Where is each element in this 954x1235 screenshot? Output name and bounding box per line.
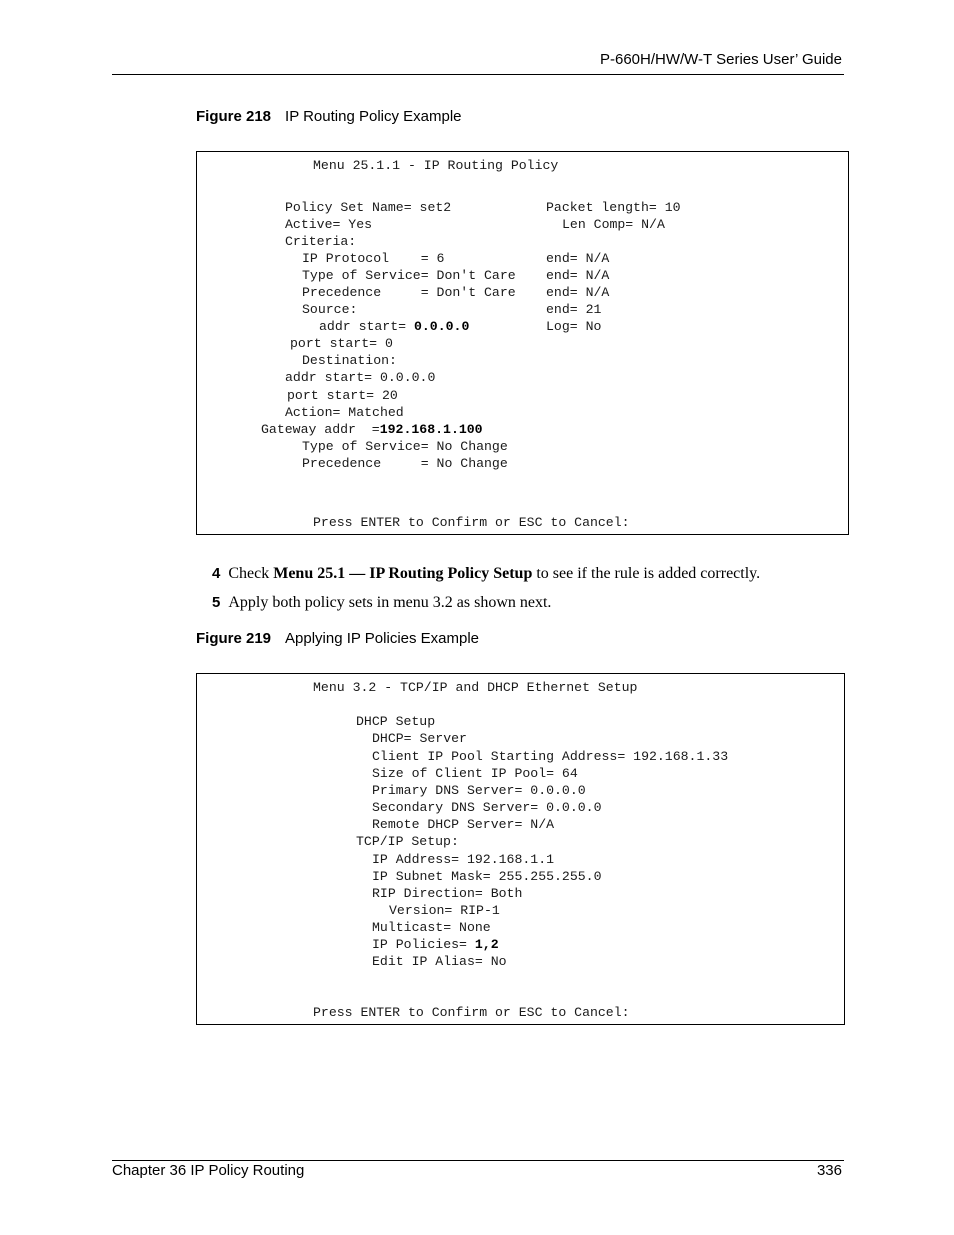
active: Active= Yes: [285, 217, 373, 232]
footer-page-number: 336: [816, 1162, 842, 1179]
figure-219-caption: [196, 630, 479, 647]
precedence: Precedence = Don't Care: [302, 285, 516, 300]
destination-addr-start: addr start= 0.0.0.0: [285, 370, 436, 385]
ip-address: IP Address= 192.168.1.1: [372, 852, 555, 867]
criteria: Criteria:: [285, 234, 357, 249]
menu-title: Menu 3.2 - TCP/IP and DHCP Ethernet Setup: [313, 680, 638, 695]
precedence-no-change: Precedence = No Change: [302, 456, 508, 471]
client-ip-pool-start: Client IP Pool Starting Address= 192.168.1.33: [372, 749, 729, 764]
source-end: end= 21: [546, 302, 602, 317]
footer-rule: [112, 1160, 844, 1161]
primary-dns: Primary DNS Server= 0.0.0.0: [372, 783, 586, 798]
client-ip-pool-size: Size of Client IP Pool= 64: [372, 766, 578, 781]
figure-218-title: IP Routing Policy Example: [285, 108, 462, 125]
confirm-prompt: Press ENTER to Confirm or ESC to Cancel:: [313, 1005, 630, 1020]
action: Action= Matched: [285, 405, 404, 420]
ip-subnet-mask: IP Subnet Mask= 255.255.255.0: [372, 869, 602, 884]
figure-218-label: Figure 218: [196, 108, 272, 125]
dhcp-setup: DHCP Setup: [356, 714, 436, 729]
log: Log= No: [546, 319, 602, 334]
ip-policies: IP Policies= 1,2: [372, 937, 499, 952]
step-4-menu-name: Menu 25.1 — IP Routing Policy Setup: [273, 565, 533, 582]
header-title: P-660H/HW/W-T Series User’ Guide: [599, 51, 842, 68]
precedence-end: end= N/A: [546, 285, 610, 300]
dhcp: DHCP= Server: [372, 731, 467, 746]
step-5-number: 5: [212, 594, 221, 611]
secondary-dns: Secondary DNS Server= 0.0.0.0: [372, 800, 602, 815]
type-of-service-end: end= N/A: [546, 268, 610, 283]
destination: Destination:: [302, 353, 397, 368]
rip-direction: RIP Direction= Both: [372, 886, 523, 901]
len-comp: Len Comp= N/A: [562, 217, 665, 232]
source-port-start: port start= 0: [290, 336, 393, 351]
source-addr-start: addr start= 0.0.0.0: [319, 319, 470, 334]
ip-policies-value: 1,2: [474, 937, 499, 952]
multicast: Multicast= None: [372, 920, 491, 935]
packet-length: Packet length= 10: [546, 200, 681, 215]
figure-219-title: Applying IP Policies Example: [285, 630, 480, 647]
figure-218-caption: [196, 108, 462, 125]
policy-set-name: Policy Set Name= set2: [285, 200, 452, 215]
destination-port-start: port start= 20: [287, 388, 398, 403]
rip-version: Version= RIP-1: [389, 903, 500, 918]
figure-219-label: Figure 219: [196, 630, 272, 647]
tcpip-dhcp-setup-screen: [196, 673, 845, 1025]
step-4-number: 4: [212, 565, 221, 582]
type-of-service: Type of Service= Don't Care: [302, 268, 516, 283]
tcpip-setup: TCP/IP Setup:: [356, 834, 459, 849]
gateway-addr: Gateway addr =192.168.1.100: [261, 422, 483, 437]
step-5: 5 Apply both policy sets in menu 3.2 as shown next.: [212, 594, 552, 611]
tos-no-change: Type of Service= No Change: [302, 439, 508, 454]
ip-protocol-end: end= N/A: [546, 251, 610, 266]
remote-dhcp: Remote DHCP Server= N/A: [372, 817, 555, 832]
menu-title: Menu 25.1.1 - IP Routing Policy: [313, 158, 559, 173]
step-4: 4 Check Menu 25.1 — IP Routing Policy Setup to see if the rule is added correctly.: [212, 565, 761, 582]
edit-ip-alias: Edit IP Alias= No: [372, 954, 507, 969]
source-addr-start-value: 0.0.0.0: [413, 319, 470, 334]
ip-routing-policy-screen: [196, 151, 849, 535]
source: Source:: [302, 302, 358, 317]
confirm-prompt: Press ENTER to Confirm or ESC to Cancel:: [313, 515, 630, 530]
header-rule: [112, 74, 844, 75]
footer-chapter: Chapter 36 IP Policy Routing: [112, 1162, 305, 1179]
ip-protocol: IP Protocol = 6: [302, 251, 445, 266]
gateway-addr-value: 192.168.1.100: [379, 422, 483, 437]
